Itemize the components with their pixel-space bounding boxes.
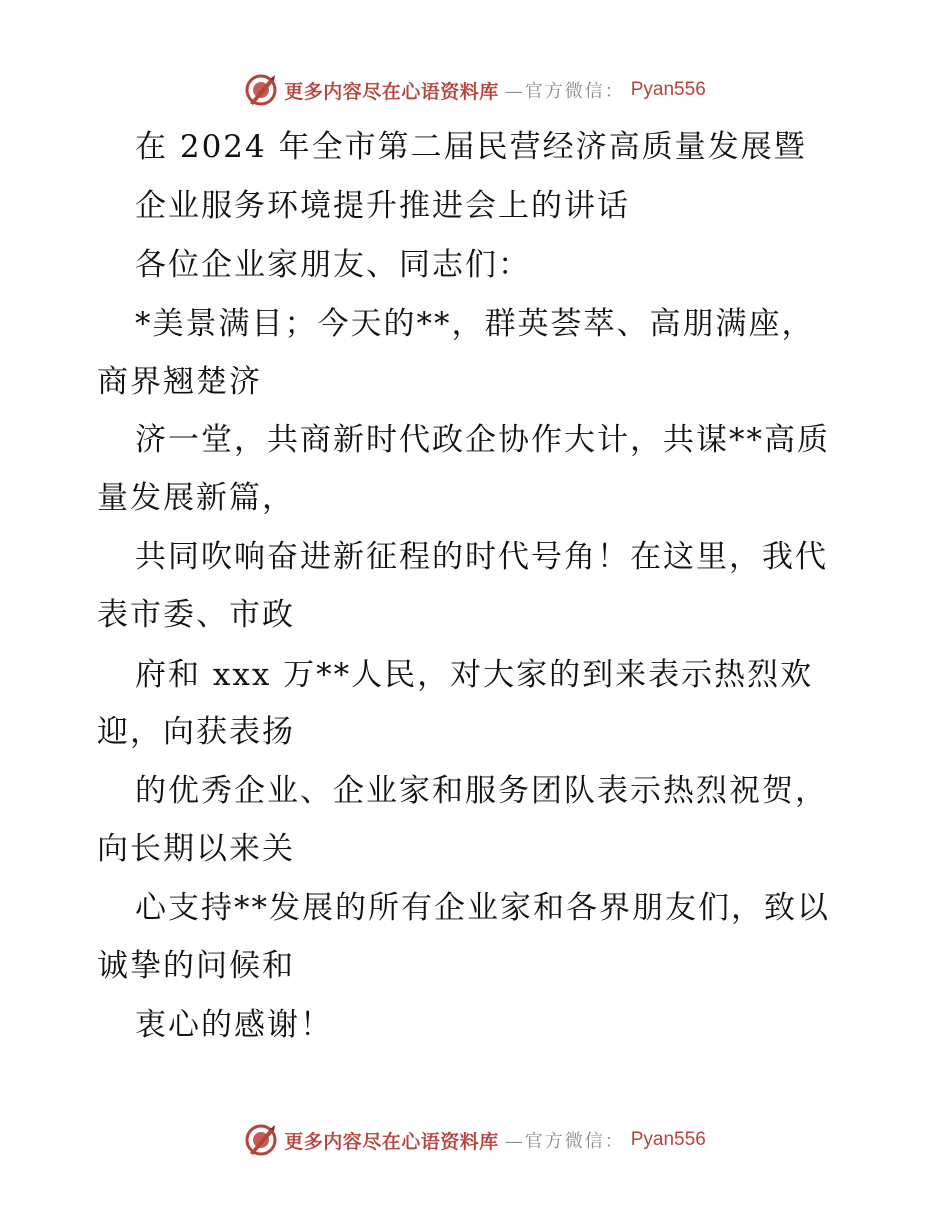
body-line: 济一堂，共商新时代政企协作大计，共谋**高质 [135,422,830,458]
salutation: 各位企业家朋友、同志们： [135,247,531,283]
footer-dash-text: —官方微信： [504,1131,625,1152]
footer-brand-text: 更多内容尽在心语资料库 [284,1130,499,1153]
header-dash-text: —官方微信： [504,81,625,102]
quill-logo-icon [244,73,278,107]
body-line: 共同吹响奋进新征程的时代号角！在这里，我代 [135,539,828,575]
body-line: 衷心的感谢！ [135,1007,333,1043]
title-line-1: 在 2024 年全市第二届民营经济高质量发展暨 [135,129,807,165]
title-line-2: 企业服务环境提升推进会上的讲话 [135,188,630,224]
body-line: 商界翘楚济 [97,364,262,400]
body-line: 的优秀企业、企业家和服务团队表示热烈祝贺， [135,773,828,809]
footer-wechat-id: Pyan556 [630,1129,706,1150]
body-line: 向长期以来关 [97,831,295,867]
body-line: 迎，向获表扬 [97,714,295,750]
body-line: 表市委、市政 [97,597,295,633]
body-line: *美景满目；今天的**，群英荟萃、高朋满座， [135,306,815,342]
footer-banner [0,1120,950,1160]
quill-logo-icon [244,1123,278,1157]
header-banner [0,70,950,110]
body-line: 量发展新篇， [97,480,295,516]
body-line: 府和 xxx 万**人民，对大家的到来表示热烈欢 [135,657,814,693]
header-brand-text: 更多内容尽在心语资料库 [284,80,499,103]
header-wechat-id: Pyan556 [630,79,706,100]
body-line: 心支持**发展的所有企业家和各界朋友们，致以 [135,890,830,926]
body-line: 诚挚的问候和 [97,948,295,984]
